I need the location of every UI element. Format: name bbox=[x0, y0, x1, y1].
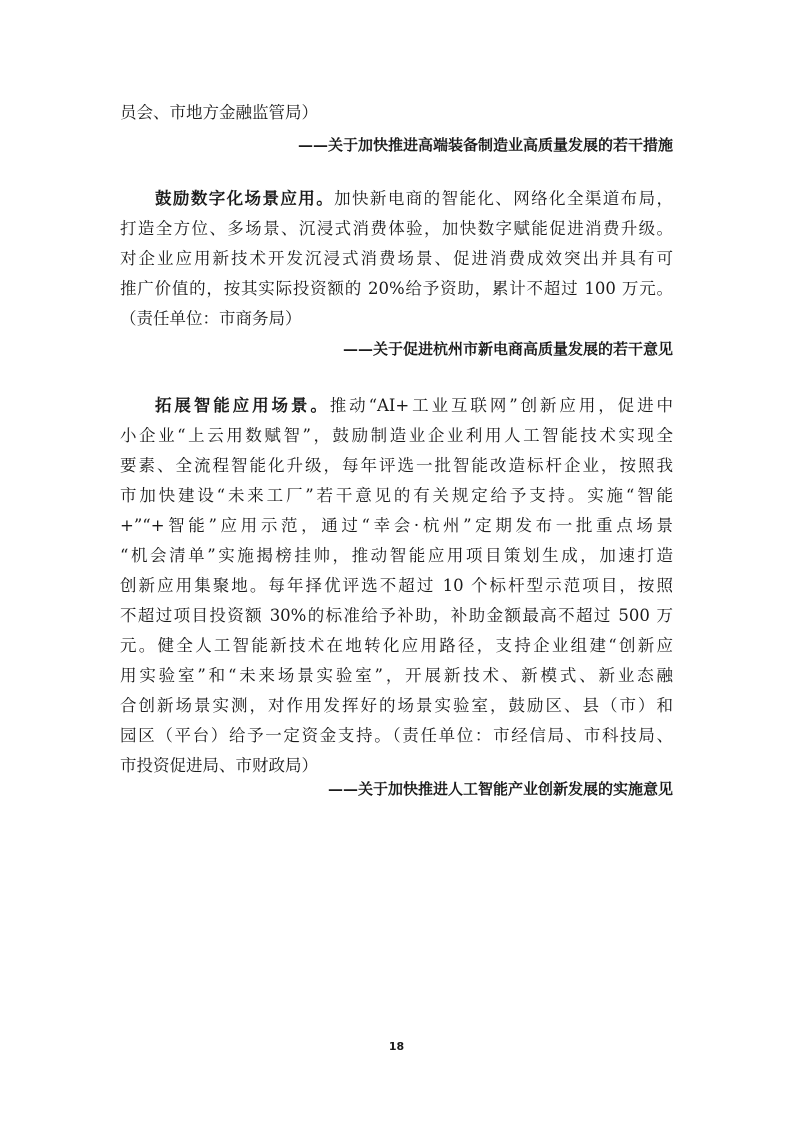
paragraph-line: 元。健全人工智能新技术在地转化应用路径，支持企业组建“创新应 bbox=[120, 636, 673, 655]
paragraph-heading: 鼓励数字化场景应用。 bbox=[155, 189, 335, 208]
paragraph-line: 对企业应用新技术开发沉浸式消费场景、促进消费成效突出并具有可 bbox=[120, 249, 673, 268]
paragraph-line: 推广价值的，按其实际投资额的 20%给予资助，累计不超过 100 万元。 bbox=[120, 279, 673, 298]
paragraph-line: +”“+智能”应用示范，通过“幸会·杭州”定期发布一批重点场景 bbox=[120, 516, 673, 535]
paragraph-line: 市投资促进局、市财政局） bbox=[120, 756, 318, 775]
paragraph-line: 打造全方位、多场景、沉浸式消费体验，加快数字赋能促进消费升级。 bbox=[120, 219, 673, 238]
paragraph-line: 园区（平台）给予一定资金支持。（责任单位：市经信局、市科技局、 bbox=[120, 726, 673, 745]
paragraph-line: （责任单位：市商务局） bbox=[120, 309, 302, 328]
source-citation: ——关于促进杭州市新电商高质量发展的若干意见 bbox=[342, 340, 673, 358]
paragraph-line: 用实验室”和“未来场景实验室”，开展新技术、新模式、新业态融 bbox=[120, 666, 673, 685]
paragraph-line: 小企业“上云用数赋智”，鼓励制造业企业利用人工智能技术实现全 bbox=[120, 426, 673, 445]
page-number: 18 bbox=[388, 1040, 405, 1053]
paragraph-text: 加快新电商的智能化、网络化全渠道布局， bbox=[334, 189, 673, 208]
paragraph-line: 员会、市地方金融监管局） bbox=[120, 103, 318, 122]
paragraph-heading: 拓展智能应用场景。 bbox=[155, 396, 330, 415]
paragraph-line: 市加快建设“未来工厂”若干意见的有关规定给予支持。实施“智能 bbox=[120, 486, 673, 505]
source-citation: ——关于加快推进高端装备制造业高质量发展的若干措施 bbox=[297, 136, 673, 154]
paragraph-line: 要素、全流程智能化升级，每年评选一批智能改造标杆企业，按照我 bbox=[120, 456, 673, 475]
paragraph-line: 合创新场景实测，对作用发挥好的场景实验室，鼓励区、县（市）和 bbox=[120, 696, 673, 715]
paragraph-text: 推动“AI+工业互联网”创新应用，促进中 bbox=[329, 396, 673, 415]
paragraph-line: 不超过项目投资额 30%的标准给予补助，补助金额最高不超过 500 万 bbox=[120, 606, 673, 625]
source-citation: ——关于加快推进人工智能产业创新发展的实施意见 bbox=[327, 780, 673, 798]
paragraph-first-line bbox=[155, 393, 673, 419]
paragraph-line: “机会清单”实施揭榜挂帅，推动智能应用项目策划生成，加速打造 bbox=[120, 546, 673, 565]
paragraph-line: 创新应用集聚地。每年择优评选不超过 10 个标杆型示范项目，按照 bbox=[120, 576, 673, 595]
paragraph-first-line bbox=[155, 186, 673, 212]
